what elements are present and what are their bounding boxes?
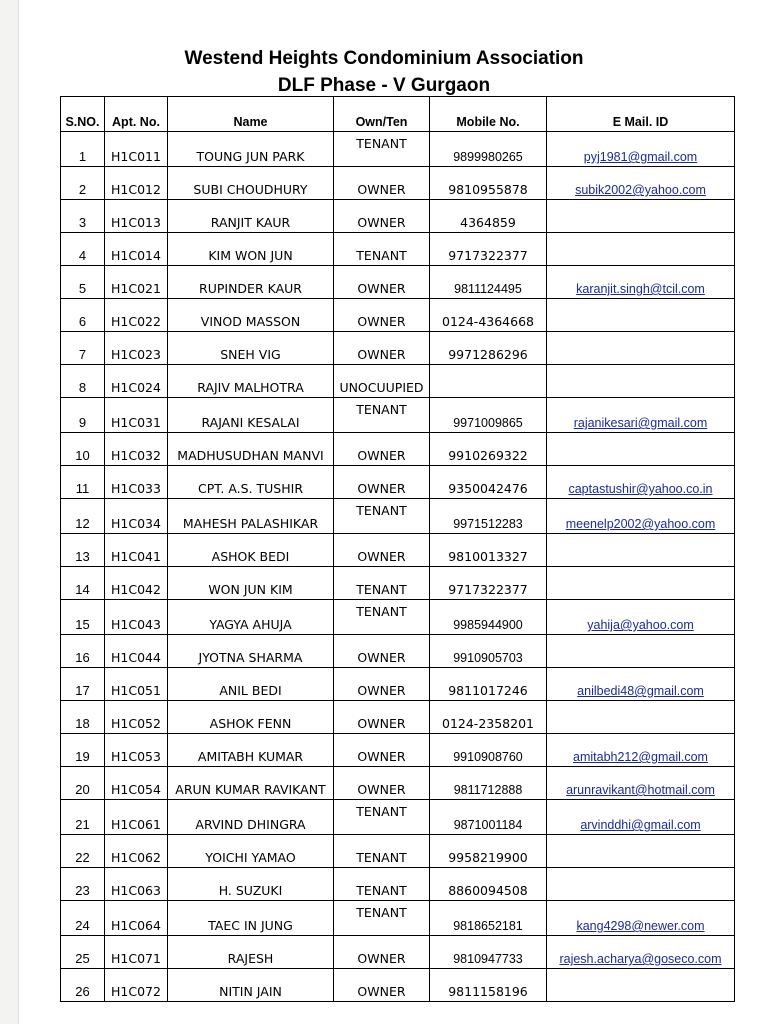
- cell-email: [547, 433, 735, 466]
- cell-apt-no: H1C013: [105, 200, 168, 233]
- cell-name: SUBI CHOUDHURY: [168, 167, 334, 200]
- cell-apt-no: H1C033: [105, 466, 168, 499]
- cell-sno: 1: [61, 132, 105, 167]
- cell-mobile: 9810955878: [430, 167, 547, 200]
- cell-name: RAJANI KESALAI: [168, 398, 334, 433]
- cell-own-ten: OWNER: [334, 332, 430, 365]
- cell-name: H. SUZUKI: [168, 868, 334, 901]
- cell-email: [547, 167, 735, 200]
- email-link[interactable]: pyj1981@gmail.com: [583, 150, 698, 164]
- cell-sno: 8: [61, 365, 105, 398]
- table-row: [61, 901, 735, 936]
- document-title: Westend Heights Condominium Association: [184, 48, 584, 69]
- cell-mobile: 9971286296: [430, 332, 547, 365]
- email-link[interactable]: arunravikant@hotmail.com: [566, 783, 715, 797]
- table-row: [61, 534, 735, 567]
- cell-mobile: 9810013327: [430, 534, 547, 567]
- email-link[interactable]: captastushir@yahoo.co.in: [568, 482, 713, 496]
- cell-own-ten: TENANT: [334, 835, 430, 868]
- email-link[interactable]: subik2002@yahoo.com: [575, 183, 706, 197]
- cell-name: SNEH VIG: [168, 332, 334, 365]
- header-name: Name: [168, 97, 334, 132]
- cell-mobile: 0124-4364668: [430, 299, 547, 332]
- cell-apt-no: H1C062: [105, 835, 168, 868]
- cell-sno: 22: [61, 835, 105, 868]
- cell-mobile: 9910269322: [430, 433, 547, 466]
- email-link[interactable]: rajanikesari@gmail.com: [573, 416, 708, 430]
- cell-own-ten: OWNER: [334, 635, 430, 668]
- cell-email: [547, 466, 735, 499]
- cell-sno: 6: [61, 299, 105, 332]
- table-row: [61, 936, 735, 969]
- cell-sno: 16: [61, 635, 105, 668]
- cell-email: [547, 936, 735, 969]
- cell-email: [547, 835, 735, 868]
- cell-own-ten: TENANT: [334, 233, 430, 266]
- cell-own-ten: TENANT: [334, 800, 430, 835]
- cell-own-ten: OWNER: [334, 534, 430, 567]
- table-row: [61, 200, 735, 233]
- cell-sno: 23: [61, 868, 105, 901]
- email-link[interactable]: anilbedi48@gmail.com: [577, 684, 704, 698]
- cell-apt-no: H1C051: [105, 668, 168, 701]
- cell-name: KIM WON JUN: [168, 233, 334, 266]
- cell-sno: 7: [61, 332, 105, 365]
- cell-mobile: 9350042476: [430, 466, 547, 499]
- cell-apt-no: H1C034: [105, 499, 168, 534]
- cell-apt-no: H1C041: [105, 534, 168, 567]
- cell-email: [547, 668, 735, 701]
- cell-own-ten: OWNER: [334, 167, 430, 200]
- cell-email: [547, 701, 735, 734]
- cell-sno: 18: [61, 701, 105, 734]
- cell-email: [547, 901, 735, 936]
- cell-apt-no: H1C071: [105, 936, 168, 969]
- header-email: E Mail. ID: [547, 97, 735, 132]
- cell-sno: 21: [61, 800, 105, 835]
- table-row: [61, 767, 735, 800]
- cell-name: ASHOK BEDI: [168, 534, 334, 567]
- table-row: [61, 132, 735, 167]
- cell-apt-no: H1C063: [105, 868, 168, 901]
- cell-email: [547, 969, 735, 1002]
- cell-own-ten: TENANT: [334, 600, 430, 635]
- cell-name: MADHUSUDHAN MANVI: [168, 433, 334, 466]
- cell-email: [547, 132, 735, 167]
- cell-sno: 13: [61, 534, 105, 567]
- cell-mobile: 9717322377: [430, 567, 547, 600]
- email-link[interactable]: meenelp2002@yahoo.com: [565, 517, 716, 531]
- table-row: [61, 635, 735, 668]
- cell-name: TOUNG JUN PARK: [168, 132, 334, 167]
- cell-sno: 3: [61, 200, 105, 233]
- cell-own-ten: OWNER: [334, 936, 430, 969]
- cell-apt-no: H1C064: [105, 901, 168, 936]
- cell-own-ten: OWNER: [334, 701, 430, 734]
- cell-name: AMITABH KUMAR: [168, 734, 334, 767]
- cell-sno: 4: [61, 233, 105, 266]
- cell-email: [547, 332, 735, 365]
- table-row: [61, 499, 735, 534]
- table-row: [61, 332, 735, 365]
- cell-apt-no: H1C032: [105, 433, 168, 466]
- cell-apt-no: H1C072: [105, 969, 168, 1002]
- header-own-ten: Own/Ten: [334, 97, 430, 132]
- header-sno: S.NO.: [61, 97, 105, 132]
- cell-email: [547, 200, 735, 233]
- cell-mobile: 9910905703: [430, 635, 547, 668]
- cell-mobile: 0124-2358201: [430, 701, 547, 734]
- cell-apt-no: H1C012: [105, 167, 168, 200]
- cell-mobile: 9958219900: [430, 835, 547, 868]
- cell-apt-no: H1C044: [105, 635, 168, 668]
- email-link[interactable]: yahija@yahoo.com: [587, 618, 694, 632]
- email-link[interactable]: arvinddhi@gmail.com: [580, 818, 701, 832]
- cell-email: [547, 534, 735, 567]
- email-link[interactable]: karanjit.singh@tcil.com: [576, 282, 705, 296]
- table-row: [61, 668, 735, 701]
- table-row: [61, 433, 735, 466]
- cell-own-ten: OWNER: [334, 767, 430, 800]
- cell-email: [547, 868, 735, 901]
- cell-sno: 25: [61, 936, 105, 969]
- cell-own-ten: OWNER: [334, 734, 430, 767]
- cell-email: [547, 398, 735, 433]
- cell-apt-no: H1C023: [105, 332, 168, 365]
- cell-apt-no: H1C052: [105, 701, 168, 734]
- cell-name: ARUN KUMAR RAVIKANT: [168, 767, 334, 800]
- cell-apt-no: H1C043: [105, 600, 168, 635]
- header-mobile: Mobile No.: [430, 97, 547, 132]
- cell-own-ten: OWNER: [334, 668, 430, 701]
- cell-mobile: 9971512283: [430, 499, 547, 534]
- document-subtitle: DLF Phase - V Gurgaon: [277, 75, 491, 96]
- cell-name: JYOTNA SHARMA: [168, 635, 334, 668]
- table-row: [61, 835, 735, 868]
- cell-email: [547, 365, 735, 398]
- cell-sno: 2: [61, 167, 105, 200]
- cell-mobile: 9717322377: [430, 233, 547, 266]
- email-link[interactable]: amitabh212@gmail.com: [573, 750, 708, 764]
- cell-email: [547, 767, 735, 800]
- cell-own-ten: OWNER: [334, 466, 430, 499]
- table-row: [61, 868, 735, 901]
- cell-sno: 12: [61, 499, 105, 534]
- cell-sno: 14: [61, 567, 105, 600]
- cell-own-ten: OWNER: [334, 433, 430, 466]
- cell-mobile: 9811124495: [430, 266, 547, 299]
- cell-own-ten: TENANT: [334, 868, 430, 901]
- cell-email: [547, 800, 735, 835]
- cell-mobile: 9985944900: [430, 600, 547, 635]
- table-row: [61, 800, 735, 835]
- cell-mobile: 4364859: [430, 200, 547, 233]
- cell-email: [547, 499, 735, 534]
- cell-name: RUPINDER KAUR: [168, 266, 334, 299]
- cell-name: RAJIV MALHOTRA: [168, 365, 334, 398]
- residents-table: [60, 96, 735, 1002]
- cell-name: NITIN JAIN: [168, 969, 334, 1002]
- cell-sno: 20: [61, 767, 105, 800]
- table-row: [61, 600, 735, 635]
- cell-email: [547, 734, 735, 767]
- cell-name: VINOD MASSON: [168, 299, 334, 332]
- cell-own-ten: OWNER: [334, 299, 430, 332]
- cell-name: MAHESH PALASHIKAR: [168, 499, 334, 534]
- email-link[interactable]: rajesh.acharya@goseco.com: [559, 952, 722, 966]
- cell-email: [547, 600, 735, 635]
- cell-own-ten: TENANT: [334, 567, 430, 600]
- cell-email: [547, 567, 735, 600]
- email-link[interactable]: kang4298@newer.com: [576, 919, 705, 933]
- cell-own-ten: TENANT: [334, 499, 430, 534]
- cell-sno: 10: [61, 433, 105, 466]
- cell-sno: 9: [61, 398, 105, 433]
- cell-name: ARVIND DHINGRA: [168, 800, 334, 835]
- cell-email: [547, 233, 735, 266]
- table-row: [61, 701, 735, 734]
- table-row: [61, 567, 735, 600]
- cell-sno: 15: [61, 600, 105, 635]
- cell-mobile: 9899980265: [430, 132, 547, 167]
- cell-own-ten: TENANT: [334, 132, 430, 167]
- cell-sno: 17: [61, 668, 105, 701]
- cell-apt-no: H1C042: [105, 567, 168, 600]
- cell-mobile: 9811017246: [430, 668, 547, 701]
- table-header-row: [61, 97, 735, 132]
- cell-name: YOICHI YAMAO: [168, 835, 334, 868]
- table-row: [61, 299, 735, 332]
- cell-sno: 11: [61, 466, 105, 499]
- cell-apt-no: H1C024: [105, 365, 168, 398]
- table-row: [61, 167, 735, 200]
- cell-mobile: 9811158196: [430, 969, 547, 1002]
- cell-own-ten: UNOCUUPIED: [334, 365, 430, 398]
- cell-name: TAEC IN JUNG: [168, 901, 334, 936]
- cell-name: RAJESH: [168, 936, 334, 969]
- cell-mobile: 9818652181: [430, 901, 547, 936]
- cell-email: [547, 266, 735, 299]
- cell-apt-no: H1C053: [105, 734, 168, 767]
- cell-sno: 19: [61, 734, 105, 767]
- cell-mobile: 9910908760: [430, 734, 547, 767]
- cell-apt-no: H1C031: [105, 398, 168, 433]
- table-row: [61, 266, 735, 299]
- cell-mobile: [430, 365, 547, 398]
- cell-mobile: 9971009865: [430, 398, 547, 433]
- cell-name: WON JUN KIM: [168, 567, 334, 600]
- cell-apt-no: H1C014: [105, 233, 168, 266]
- table-row: [61, 466, 735, 499]
- header-apt-no: Apt. No.: [105, 97, 168, 132]
- cell-own-ten: OWNER: [334, 266, 430, 299]
- cell-email: [547, 299, 735, 332]
- cell-own-ten: OWNER: [334, 969, 430, 1002]
- cell-mobile: 9810947733: [430, 936, 547, 969]
- table-row: [61, 969, 735, 1002]
- cell-sno: 5: [61, 266, 105, 299]
- cell-apt-no: H1C054: [105, 767, 168, 800]
- cell-sno: 26: [61, 969, 105, 1002]
- cell-apt-no: H1C061: [105, 800, 168, 835]
- cell-name: ASHOK FENN: [168, 701, 334, 734]
- cell-mobile: 8860094508: [430, 868, 547, 901]
- cell-own-ten: OWNER: [334, 200, 430, 233]
- cell-name: CPT. A.S. TUSHIR: [168, 466, 334, 499]
- cell-name: RANJIT KAUR: [168, 200, 334, 233]
- cell-name: ANIL BEDI: [168, 668, 334, 701]
- cell-own-ten: TENANT: [334, 398, 430, 433]
- cell-mobile: 9871001184: [430, 800, 547, 835]
- table-row: [61, 734, 735, 767]
- table-row: [61, 233, 735, 266]
- table-row: [61, 398, 735, 433]
- cell-apt-no: H1C022: [105, 299, 168, 332]
- cell-apt-no: H1C021: [105, 266, 168, 299]
- cell-email: [547, 635, 735, 668]
- cell-name: YAGYA AHUJA: [168, 600, 334, 635]
- cell-apt-no: H1C011: [105, 132, 168, 167]
- cell-own-ten: TENANT: [334, 901, 430, 936]
- cell-sno: 24: [61, 901, 105, 936]
- cell-mobile: 9811712888: [430, 767, 547, 800]
- table-row: [61, 365, 735, 398]
